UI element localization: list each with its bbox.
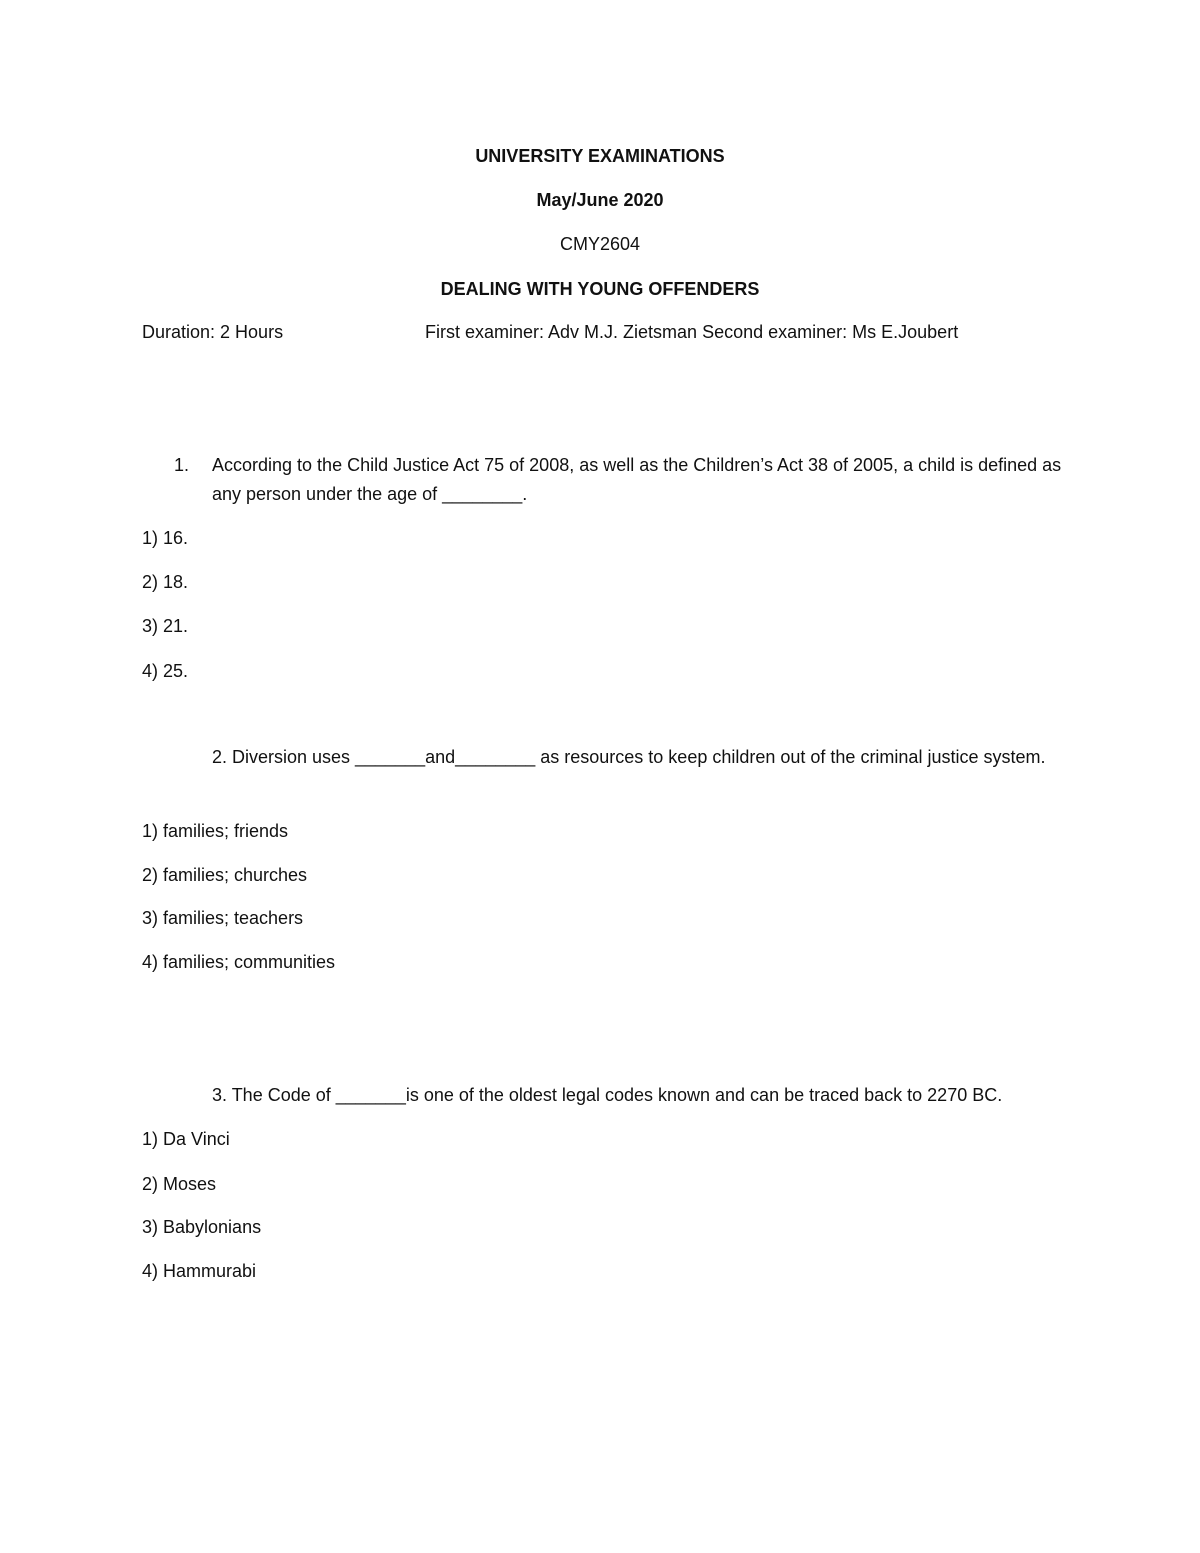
examiners-text: First examiner: Adv M.J. Zietsman Second examiner: Ms E.Joubert: [425, 322, 959, 342]
question-3-option: 2) Moses: [142, 1174, 217, 1194]
question-3-option: 4) Hammurabi: [142, 1261, 257, 1281]
course-title: DEALING WITH YOUNG OFFENDERS: [440, 279, 760, 299]
question-2-text: 2. Diversion uses _______and________ as resources to keep children out of the criminal justice system.: [212, 747, 1046, 767]
duration-text: Duration: 2 Hours: [142, 322, 284, 342]
institution-heading: UNIVERSITY EXAMINATIONS: [475, 146, 725, 166]
question-1-option: 3) 21.: [142, 616, 189, 636]
question-1-text: According to the Child Justice Act 75 of 2008, as well as the Children’s Act 38 of 2005, a child is defined as any person under the age of ________.: [212, 455, 1062, 504]
question-3-text: 3. The Code of _______is one of the oldest legal codes known and can be traced back to 2270 BC.: [212, 1085, 1003, 1105]
question-1-option: 4) 25.: [142, 661, 189, 681]
question-1-option: 2) 18.: [142, 572, 189, 592]
question-3-option: 3) Babylonians: [142, 1217, 262, 1237]
question-2-option: 1) families; friends: [142, 821, 289, 841]
question-2-option: 4) families; communities: [142, 952, 336, 972]
question-1-option: 1) 16.: [142, 528, 189, 548]
session-heading: May/June 2020: [536, 190, 664, 210]
course-code: CMY2604: [559, 234, 641, 254]
question-number: 1.: [174, 455, 190, 475]
question-3-option: 1) Da Vinci: [142, 1129, 230, 1149]
question-2-option: 2) families; churches: [142, 865, 308, 885]
question-2-option: 3) families; teachers: [142, 908, 304, 928]
